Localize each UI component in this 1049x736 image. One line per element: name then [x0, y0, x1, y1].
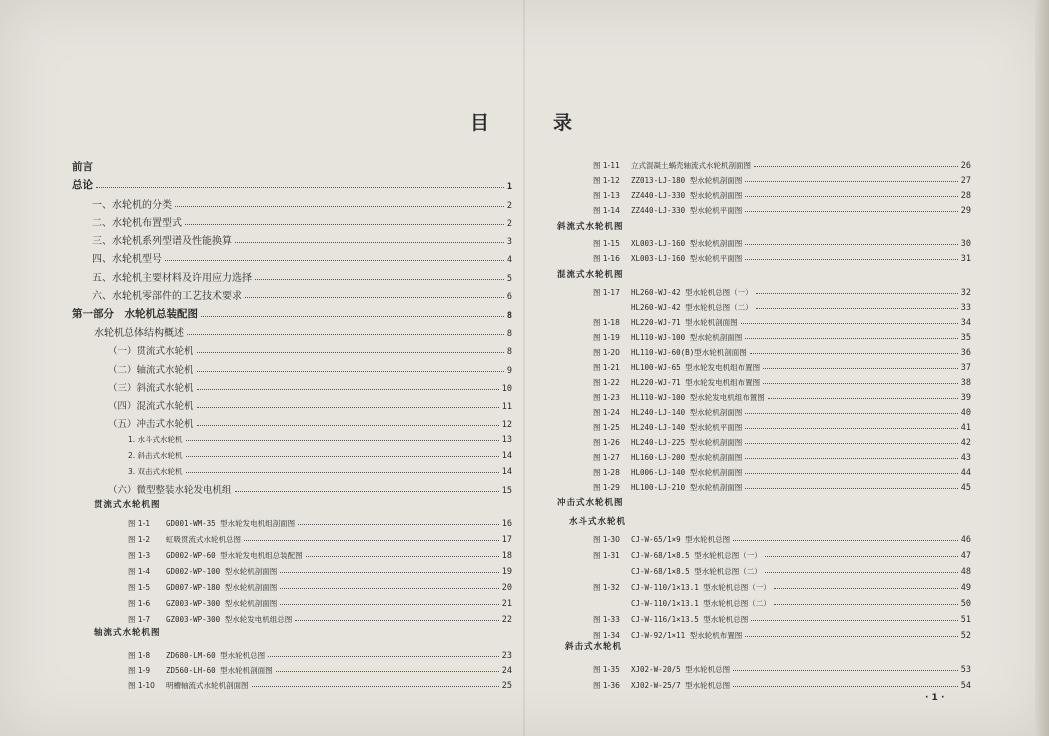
figure-page: 47 — [960, 551, 971, 561]
toc-entry-title: 1. 水斗式水轮机 — [128, 435, 183, 444]
dot-leader — [245, 297, 504, 298]
figure-entry[interactable] — [555, 377, 971, 388]
figure-number: 图 1-27 — [593, 453, 620, 462]
dot-leader — [741, 323, 958, 324]
figure-number: 图 1-20 — [593, 348, 620, 357]
dot-leader — [197, 425, 499, 426]
page-number: · 1 · — [925, 693, 945, 703]
toc-entry-page: 4 — [506, 255, 512, 265]
dot-leader — [268, 656, 499, 657]
dot-leader — [280, 588, 499, 589]
figure-page: 29 — [960, 206, 971, 216]
figure-entry[interactable] — [72, 650, 512, 661]
figure-number: 图 1-1 — [128, 519, 151, 528]
toc-entry[interactable] — [72, 416, 512, 430]
dot-leader — [768, 398, 958, 399]
figure-title: 立式混凝土蜗壳轴流式水轮机剖面图 — [631, 161, 751, 170]
figure-page: 39 — [960, 393, 971, 403]
category-heading: 混流式水轮机图 — [557, 270, 624, 280]
figure-entry[interactable] — [72, 582, 512, 593]
figure-number: 图 1-30 — [593, 535, 620, 544]
toc-entry-page: 14 — [501, 467, 512, 477]
figure-entry[interactable] — [72, 534, 512, 545]
toc-entry-page: 8 — [506, 329, 512, 339]
dot-leader — [306, 556, 499, 557]
figure-number: 图 1-31 — [593, 551, 620, 560]
figure-number: 图 1-7 — [128, 615, 151, 624]
figure-title: XL003-LJ-160 型水轮机剖面图 — [631, 239, 743, 248]
toc-entry-title: （三）斜流式水轮机 — [108, 383, 194, 394]
dot-leader — [244, 540, 499, 541]
figure-page: 21 — [501, 599, 512, 609]
dot-leader — [235, 491, 499, 492]
figure-page: 42 — [960, 438, 971, 448]
dot-leader — [745, 338, 958, 339]
figure-entry[interactable] — [555, 392, 971, 403]
figure-title: HL006-LJ-140 型水轮机剖面图 — [631, 468, 743, 477]
figure-page: 16 — [501, 519, 512, 529]
figure-entry[interactable] — [555, 160, 971, 171]
toc-entry-title: 一、水轮机的分类 — [92, 200, 172, 211]
toc-entry[interactable] — [72, 343, 512, 357]
figure-entry[interactable] — [555, 467, 971, 478]
dot-leader — [295, 620, 499, 621]
toc-entry[interactable] — [72, 324, 512, 339]
figure-page: 51 — [960, 615, 971, 625]
figure-entry[interactable] — [555, 664, 971, 675]
dot-leader — [276, 671, 499, 672]
category-heading: 冲击式水轮机图 — [557, 498, 624, 508]
dot-leader — [187, 334, 504, 335]
figure-number: 图 1-8 — [128, 651, 151, 660]
figure-entry[interactable] — [555, 287, 971, 298]
dot-leader — [252, 686, 499, 687]
figure-number: 图 1-33 — [593, 615, 620, 624]
figure-number: 图 1-35 — [593, 665, 620, 674]
figure-title: XJ02-W-25/7 型水轮机总图 — [631, 681, 731, 690]
toc-entry-title: 三、水轮机系列型谱及性能换算 — [92, 236, 232, 247]
toc-entry-page: 8 — [506, 311, 512, 321]
figure-title: 虹吸贯流式水轮机总图 — [166, 535, 241, 544]
toc-entry[interactable] — [72, 159, 512, 174]
dot-leader — [774, 588, 958, 589]
figure-page: 32 — [960, 288, 971, 298]
figure-number: 图 1-26 — [593, 438, 620, 447]
dot-leader — [733, 670, 958, 671]
figure-title: HL220-WJ-71 型水轮机剖面图 — [631, 318, 738, 327]
figure-number: 图 1-25 — [593, 423, 620, 432]
toc-entry[interactable] — [72, 250, 512, 265]
toc-entry[interactable] — [72, 177, 512, 192]
toc-entry[interactable] — [72, 196, 512, 211]
dot-leader — [165, 260, 504, 261]
figure-page: 38 — [960, 378, 971, 388]
figure-entry[interactable] — [555, 437, 971, 448]
figure-page: 44 — [960, 468, 971, 478]
toc-entry[interactable] — [72, 306, 512, 321]
figure-entry[interactable] — [555, 205, 971, 216]
dot-leader — [751, 620, 958, 621]
dot-leader — [765, 556, 958, 557]
figure-entry[interactable] — [72, 680, 512, 691]
subcategory-heading: 斜击式水轮机 — [565, 642, 623, 652]
figure-entry[interactable] — [555, 317, 971, 328]
toc-entry-page: 8 — [506, 347, 512, 357]
figure-page: 19 — [501, 567, 512, 577]
figure-title: ZD560-LH-60 型水轮机剖面图 — [166, 666, 273, 675]
dot-leader — [745, 428, 958, 429]
figure-number: 图 1-4 — [128, 567, 151, 576]
figure-title: GZ003-WP-300 型水轮机剖面图 — [166, 599, 278, 608]
figure-title: GZ003-WP-300 型水轮发电机组总图 — [166, 615, 293, 624]
figure-number: 图 1-9 — [128, 666, 151, 675]
toc-entry-title: （五）冲击式水轮机 — [108, 419, 194, 430]
toc-entry-title: 六、水轮机零部件的工艺技术要求 — [92, 291, 242, 302]
toc-entry-page: 6 — [506, 292, 512, 302]
figure-entry[interactable] — [555, 550, 971, 561]
figure-title: HL110-WJ-100 型水轮发电机组布置图 — [631, 393, 765, 402]
toc-entry-title: （六）微型整装水轮发电机组 — [108, 485, 232, 496]
dot-leader — [197, 352, 504, 353]
figure-page: 37 — [960, 363, 971, 373]
category-heading: 贯流式水轮机图 — [94, 500, 161, 510]
dot-leader — [745, 259, 958, 260]
figure-number: 图 1-19 — [593, 333, 620, 342]
figure-number: 图 1-18 — [593, 318, 620, 327]
dot-leader — [745, 458, 958, 459]
toc-entry-page: 13 — [501, 435, 512, 445]
toc-entry-page: 9 — [506, 366, 512, 376]
figure-entry[interactable] — [555, 680, 971, 691]
figure-title: HL240-LJ-225 型水轮机剖面图 — [631, 438, 743, 447]
figure-page: 34 — [960, 318, 971, 328]
figure-title: HL110-WJ-60(B)型水轮机剖面图 — [631, 348, 747, 357]
toc-entry[interactable] — [72, 466, 512, 477]
dot-leader — [280, 604, 499, 605]
figure-title: HL100-WJ-65 型水轮发电机组布置图 — [631, 363, 761, 372]
figure-page: 43 — [960, 453, 971, 463]
figure-title: CJ-W-116/1×13.5 型水轮机总图 — [631, 615, 749, 624]
figure-page: 49 — [960, 583, 971, 593]
figure-title: HL220-WJ-71 型水轮发电机组布置图 — [631, 378, 761, 387]
figure-title: GD002-WP-60 型水轮发电机组总装配图 — [166, 551, 303, 560]
dot-leader — [197, 407, 499, 408]
figure-number: 图 1-13 — [593, 191, 620, 200]
figure-title: CJ-W-110/1×13.1 型水轮机总图（一） — [631, 583, 771, 592]
toc-entry-title: 四、水轮机型号 — [92, 254, 162, 265]
figure-page: 53 — [960, 665, 971, 675]
toc-entry-title: 前言 — [72, 161, 93, 173]
toc-entry[interactable] — [72, 269, 512, 284]
dot-leader — [754, 166, 958, 167]
figure-title: ZZ013-LJ-180 型水轮机剖面图 — [631, 176, 743, 185]
figure-title: ZZ440-LJ-330 型水轮机平面图 — [631, 206, 743, 215]
figure-title: CJ-W-68/1×8.5 型水轮机总图（一） — [631, 551, 762, 560]
toc-entry-page: 2 — [506, 219, 512, 229]
figure-entry[interactable] — [555, 598, 971, 609]
figure-number: 图 1-11 — [593, 161, 620, 170]
subcategory-heading: 水斗式水轮机 — [569, 517, 627, 527]
figure-title: HL110-WJ-100 型水轮机剖面图 — [631, 333, 743, 342]
figure-page: 23 — [501, 651, 512, 661]
figure-entry[interactable] — [555, 407, 971, 418]
toc-entry-page: 10 — [501, 384, 512, 394]
figure-title: HL260-WJ-42 型水轮机总图（一） — [631, 288, 753, 297]
figure-title: XJ02-W-20/5 型水轮机总图 — [631, 665, 731, 674]
dot-leader — [763, 368, 958, 369]
figure-entry[interactable] — [72, 665, 512, 676]
figure-title: ZD680-LM-60 型水轮机总图 — [166, 651, 266, 660]
figure-entry[interactable] — [555, 566, 971, 577]
figure-page: 31 — [960, 254, 971, 264]
category-heading: 斜流式水轮机图 — [557, 222, 624, 232]
dot-leader — [745, 181, 958, 182]
figure-title: CJ-W-65/1×9 型水轮机总图 — [631, 535, 731, 544]
figure-number: 图 1-3 — [128, 551, 151, 560]
dot-leader — [186, 456, 499, 457]
dot-leader — [175, 206, 504, 207]
figure-title: HL100-LJ-210 型水轮机剖面图 — [631, 483, 743, 492]
figure-page: 48 — [960, 567, 971, 577]
dot-leader — [745, 443, 958, 444]
dot-leader — [186, 472, 499, 473]
toc-entry-page: 14 — [501, 451, 512, 461]
figure-page: 18 — [501, 551, 512, 561]
dot-leader — [280, 572, 499, 573]
dot-leader — [197, 389, 499, 390]
figure-number: 图 1-10 — [128, 681, 155, 690]
dot-leader — [235, 242, 504, 243]
figure-entry[interactable] — [555, 332, 971, 343]
figure-page: 46 — [960, 535, 971, 545]
dot-leader — [756, 308, 958, 309]
figure-entry[interactable] — [72, 518, 512, 529]
figure-title: 明槽轴流式水轮机剖面图 — [166, 681, 249, 690]
figure-page: 45 — [960, 483, 971, 493]
title-char-lu: 录 — [553, 112, 573, 134]
figure-title: GD007-WP-180 型水轮机剖面图 — [166, 583, 278, 592]
dot-leader — [185, 224, 504, 225]
figure-entry[interactable] — [555, 175, 971, 186]
figure-title: XL003-LJ-160 型水轮机平面图 — [631, 254, 743, 263]
dot-leader — [197, 371, 504, 372]
dot-leader — [745, 211, 958, 212]
figure-entry[interactable] — [555, 452, 971, 463]
figure-page: 20 — [501, 583, 512, 593]
toc-entry-title: （一）贯流式水轮机 — [108, 346, 194, 357]
figure-title: ZZ440-LJ-330 型水轮机剖面图 — [631, 191, 743, 200]
toc-entry-page: 11 — [501, 402, 512, 412]
figure-page: 17 — [501, 535, 512, 545]
figure-page: 22 — [501, 615, 512, 625]
dot-leader — [765, 572, 958, 573]
toc-entry-title: 总论 — [72, 179, 93, 191]
figure-title: HL240-LJ-140 型水轮机平面图 — [631, 423, 743, 432]
toc-entry-title: 二、水轮机布置型式 — [92, 218, 182, 229]
figure-number: 图 1-32 — [593, 583, 620, 592]
dot-leader — [201, 316, 504, 317]
dot-leader — [186, 440, 499, 441]
figure-entry[interactable] — [72, 566, 512, 577]
figure-title: HL260-WJ-42 型水轮机总图（二） — [631, 303, 753, 312]
figure-entry[interactable] — [555, 534, 971, 545]
page-fold — [523, 0, 525, 736]
dot-leader — [255, 279, 504, 280]
toc-entry-page: 12 — [501, 420, 512, 430]
toc-entry[interactable] — [72, 232, 512, 247]
figure-page: 35 — [960, 333, 971, 343]
toc-entry-title: 五、水轮机主要材料及许用应力选择 — [92, 273, 252, 284]
figure-entry[interactable] — [555, 190, 971, 201]
figure-entry[interactable] — [555, 253, 971, 264]
figure-entry[interactable] — [72, 614, 512, 625]
figure-number: 图 1-16 — [593, 254, 620, 263]
dot-leader — [96, 187, 504, 188]
figure-title: CJ-W-110/1×13.1 型水轮机总图（二） — [631, 599, 771, 608]
dot-leader — [745, 196, 958, 197]
toc-entry-title: 第一部分 水轮机总装配图 — [72, 308, 198, 320]
toc-entry-page: 5 — [506, 274, 512, 284]
figure-page: 27 — [960, 176, 971, 186]
figure-page: 41 — [960, 423, 971, 433]
page-edge — [1035, 0, 1049, 736]
figure-number: 图 1-5 — [128, 583, 151, 592]
toc-entry[interactable] — [72, 287, 512, 302]
figure-number: 图 1-22 — [593, 378, 620, 387]
toc-entry-page: 1 — [506, 182, 512, 192]
figure-page: 28 — [960, 191, 971, 201]
toc-entry[interactable] — [72, 362, 512, 376]
figure-number: 图 1-21 — [593, 363, 620, 372]
figure-title: CJ-W-92/1×11 型水轮机布置图 — [631, 631, 743, 640]
figure-page: 40 — [960, 408, 971, 418]
figure-number: 图 1-23 — [593, 393, 620, 402]
toc-entry-page: 3 — [506, 237, 512, 247]
figure-number: 图 1-34 — [593, 631, 620, 640]
figure-number: 图 1-36 — [593, 681, 620, 690]
figure-title: CJ-W-68/1×8.5 型水轮机总图（二） — [631, 567, 762, 576]
figure-entry[interactable] — [555, 347, 971, 358]
figure-entry[interactable] — [555, 422, 971, 433]
toc-entry[interactable] — [72, 482, 512, 496]
toc-entry-title: （四）混流式水轮机 — [108, 401, 194, 412]
dot-leader — [745, 488, 958, 489]
figure-number: 图 1-17 — [593, 288, 620, 297]
figure-entry[interactable] — [555, 614, 971, 625]
figure-title: GD002-WP-100 型水轮机剖面图 — [166, 567, 278, 576]
dot-leader — [745, 413, 958, 414]
toc-entry-page: 2 — [506, 201, 512, 211]
dot-leader — [750, 353, 958, 354]
figure-entry[interactable] — [555, 362, 971, 373]
dot-leader — [763, 383, 958, 384]
figure-entry[interactable] — [72, 550, 512, 561]
dot-leader — [745, 244, 958, 245]
dot-leader — [745, 636, 958, 637]
toc-entry[interactable] — [72, 214, 512, 229]
figure-title: HL240-LJ-140 型水轮机剖面图 — [631, 408, 743, 417]
figure-page: 26 — [960, 161, 971, 171]
figure-page: 33 — [960, 303, 971, 313]
dot-leader — [733, 686, 958, 687]
toc-entry-title: 2. 斜击式水轮机 — [128, 451, 183, 460]
dot-leader — [756, 293, 958, 294]
figure-number: 图 1-29 — [593, 483, 620, 492]
toc-entry[interactable] — [72, 398, 512, 412]
figure-page: 24 — [501, 666, 512, 676]
toc-entry-page: 15 — [501, 486, 512, 496]
figure-number: 图 1-2 — [128, 535, 151, 544]
figure-entry[interactable] — [555, 582, 971, 593]
figure-title: GD001-WM-35 型水轮发电机组剖面图 — [166, 519, 296, 528]
figure-page: 52 — [960, 631, 971, 641]
figure-number: 图 1-12 — [593, 176, 620, 185]
title-char-mu: 目 — [470, 112, 490, 134]
figure-entry[interactable] — [555, 238, 971, 249]
figure-page: 36 — [960, 348, 971, 358]
figure-number: 图 1-24 — [593, 408, 620, 417]
toc-entry-title: 3. 双击式水轮机 — [128, 467, 183, 476]
figure-page: 54 — [960, 681, 971, 691]
figure-number: 图 1-6 — [128, 599, 151, 608]
figure-entry[interactable] — [555, 302, 971, 313]
dot-leader — [774, 604, 958, 605]
figure-entry[interactable] — [72, 598, 512, 609]
dot-leader — [298, 524, 499, 525]
toc-entry[interactable] — [72, 434, 512, 445]
figure-number: 图 1-28 — [593, 468, 620, 477]
toc-entry-title: 水轮机总体结构概述 — [94, 328, 184, 339]
figure-title: HL160-LJ-200 型水轮机剖面图 — [631, 453, 743, 462]
category-heading: 轴流式水轮机图 — [94, 628, 161, 638]
figure-page: 25 — [501, 681, 512, 691]
figure-entry[interactable] — [555, 482, 971, 493]
dot-leader — [745, 473, 958, 474]
dot-leader — [733, 540, 958, 541]
toc-entry[interactable] — [72, 380, 512, 394]
toc-entry[interactable] — [72, 450, 512, 461]
figure-page: 30 — [960, 239, 971, 249]
figure-page: 50 — [960, 599, 971, 609]
toc-entry-title: （二）轴流式水轮机 — [108, 365, 194, 376]
figure-number: 图 1-14 — [593, 206, 620, 215]
figure-number: 图 1-15 — [593, 239, 620, 248]
